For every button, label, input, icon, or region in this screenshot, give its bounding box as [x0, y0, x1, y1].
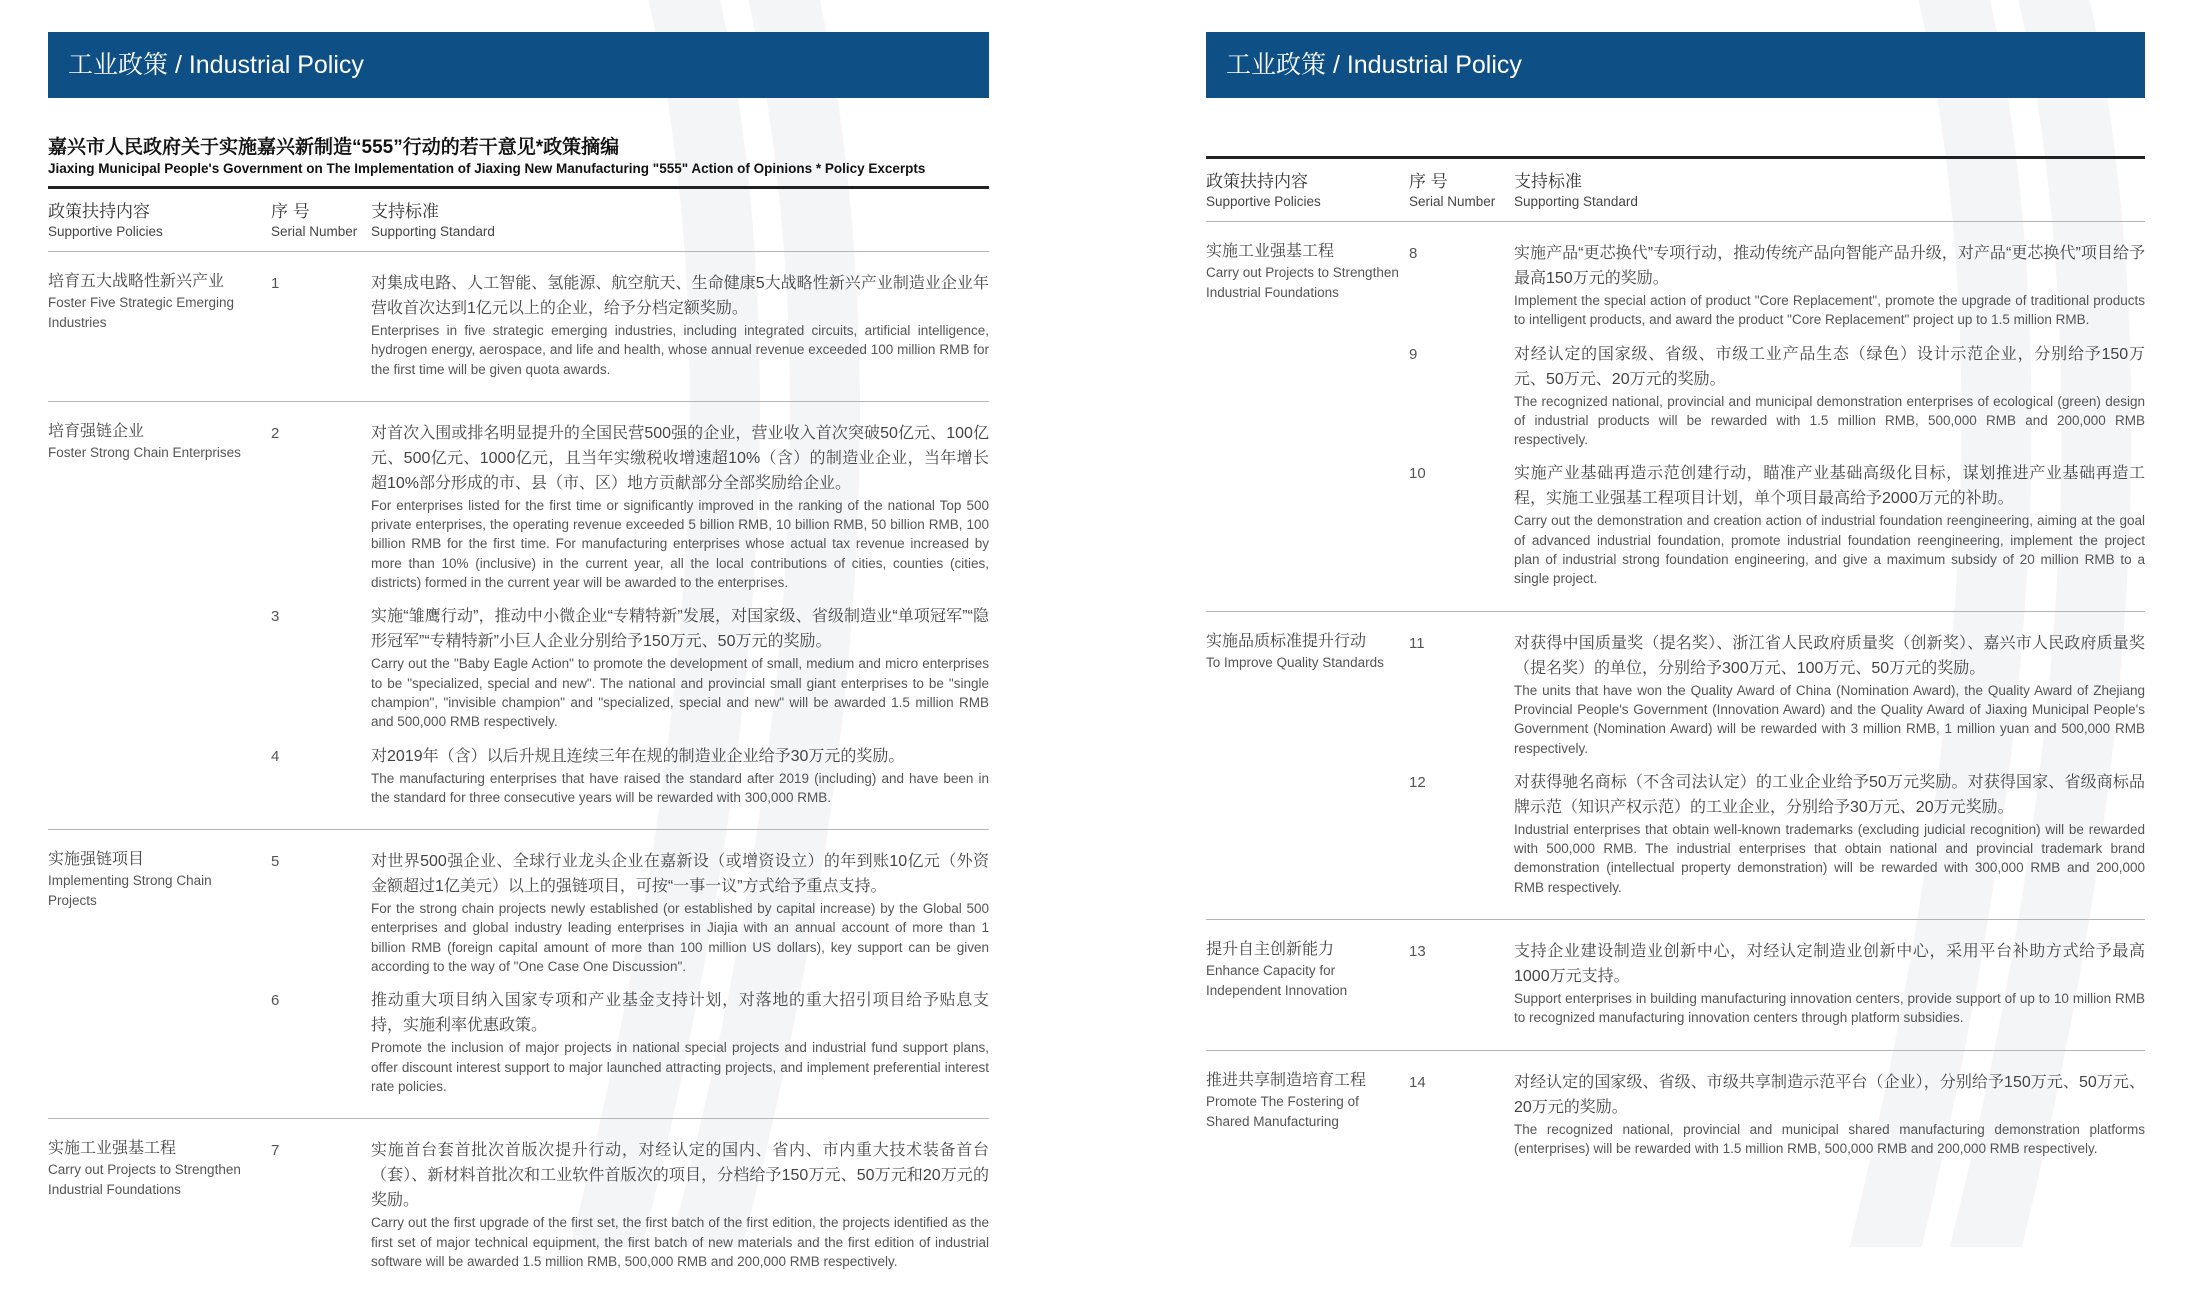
policy-name-en: To Improve Quality Standards	[1206, 654, 1384, 670]
standard-text-zh: 支持企业建设制造业创新中心，对经认定制造业创新中心，采用平台补助方式给予最高1000万元支持。	[1514, 943, 2145, 986]
document-subtitle: Jiaxing Municipal People's Government on The Implementation of Jiaxing New Manufacturing "555" Action of Opinions * Policy Excerpts	[48, 161, 926, 176]
serial-header-en: Serial Number	[271, 224, 358, 239]
supporting-standard	[371, 604, 989, 731]
page-banner: 工业政策 / Industrial Policy	[1206, 32, 2145, 98]
policy-cell	[1206, 939, 1409, 1040]
supporting-standard	[371, 849, 989, 976]
policy-name-en: Carry out Projects to Strengthen Industrial Foundations	[1206, 265, 1399, 300]
policy-column-header	[1206, 171, 1409, 221]
standard-text-zh: 对获得中国质量奖（提名奖）、浙江省人民政府质量奖（创新奖）、嘉兴市人民政府质量奖（提名奖）的单位，分别给予300万元、100万元、50万元的奖励。	[1514, 634, 2145, 677]
policy-name-zh: 实施工业强基工程	[1206, 243, 1335, 260]
policy-name-zh: 培育五大战略性新兴产业	[48, 273, 225, 290]
document-title: 嘉兴市人民政府关于实施嘉兴新制造“555”行动的若干意见*政策摘编	[48, 137, 620, 158]
policy-group	[1206, 920, 2145, 1051]
serial-header-zh: 序 号	[271, 202, 310, 221]
serial-number: 4	[271, 747, 280, 765]
policy-name-zh: 培育强链企业	[48, 422, 145, 440]
policy-group	[1206, 222, 2145, 612]
standard-header-zh: 支持标准	[1514, 172, 1582, 191]
standard-text-zh: 对2019年（含）以后升规且连续三年在规的制造业企业给予30万元的奖励。	[371, 747, 905, 765]
serial-column-header	[271, 201, 371, 251]
serial-header-en: Serial Number	[1409, 194, 1496, 209]
policy-item	[271, 744, 989, 808]
policy-item	[271, 1138, 989, 1271]
page-banner: 工业政策 / Industrial Policy	[48, 32, 989, 98]
serial-number: 12	[1409, 773, 1426, 791]
policy-items	[1409, 241, 2145, 601]
standard-text-zh: 对经认定的国家级、省级、市级共享制造示范平台（企业），分别给予150万元、50万元、20万元的奖励。	[1514, 1073, 2145, 1116]
policy-item	[1409, 631, 2145, 758]
policy-name-zh: 实施工业强基工程	[48, 1140, 177, 1158]
standard-header-zh: 支持标准	[371, 202, 439, 221]
policy-group	[48, 830, 989, 1119]
supporting-standard	[371, 271, 989, 379]
policy-cell	[1206, 241, 1409, 601]
policy-items	[1409, 939, 2145, 1040]
policy-cell	[48, 271, 271, 391]
policy-items	[271, 849, 989, 1108]
serial-number: 11	[1409, 634, 1425, 652]
standard-text-en: Carry out the "Baby Eagle Action" to promote the development of small, medium and micro enterprises to be "specialized, special and new". The national and provincial small giant enterprises to be "single champion", "invisible champion" and "specialized, special and new" will be awarded 1.5 million RMB and 500,000 RMB respectively.	[371, 656, 989, 730]
policy-name-en: Implementing Strong Chain Projects	[48, 873, 212, 909]
policy-name-en: Promote The Fostering of Shared Manufacturing	[1206, 1093, 1359, 1129]
policy-header-en: Supportive Policies	[48, 224, 163, 239]
right-page	[1206, 32, 2145, 1180]
policy-item	[1409, 939, 2145, 1028]
policy-item	[1409, 342, 2145, 450]
policy-item	[271, 604, 989, 731]
policy-group	[48, 1119, 989, 1293]
supporting-standard	[1514, 939, 2145, 1028]
standard-text-en: Carry out the first upgrade of the first set, the first batch of the first edition, the projects identified as the first set of major technical equipment, the first batch of new materials and the first edition of industrial software will be awarded 1.5 million RMB, 500,000 RMB and 200,000 RMB respectively.	[371, 1215, 989, 1269]
policy-cell	[1206, 631, 1409, 909]
standard-text-zh: 对经认定的国家级、省级、市级工业产品生态（绿色）设计示范企业，分别给予150万元、50万元、20万元的奖励。	[1514, 345, 2145, 388]
serial-column-header	[1409, 171, 1514, 221]
supporting-standard	[1514, 461, 2145, 588]
supporting-standard	[371, 988, 989, 1096]
serial-number: 2	[271, 424, 280, 442]
supporting-standard	[1514, 1070, 2145, 1159]
header-divider	[1206, 156, 2145, 159]
serial-number: 6	[271, 992, 280, 1010]
standard-header-en: Supporting Standard	[1514, 194, 1638, 209]
policy-name-en: Enhance Capacity for Independent Innovation	[1206, 963, 1348, 999]
column-header	[48, 201, 989, 251]
standard-header-en: Supporting Standard	[371, 224, 495, 239]
serial-number: 14	[1409, 1073, 1426, 1091]
serial-number: 5	[271, 853, 280, 871]
standard-text-zh: 对首次入围或排名明显提升的全国民营500强的企业，营业收入首次突破50亿元、100亿元、500亿元、1000亿元，且当年实缴税收增速超10%（含）的制造业企业，当年增长超10%部分形成的市、县（市、区）地方贡献部分全部奖励给企业。	[371, 424, 989, 492]
standard-column-header	[371, 201, 989, 251]
policy-cell	[48, 849, 271, 1108]
standard-text-en: The units that have won the Quality Award of China (Nomination Award), the Quality Award of Zhejiang Provincial People's Government (Innovation Award) and the Quality Award of Jiaxing Municipal People's Government (Nomination Award) will be rewarded with 3 million RMB, 1 million yuan and 500,000 RMB respectively.	[1514, 682, 2145, 756]
serial-number: 1	[271, 275, 280, 292]
standard-text-en: Promote the inclusion of major projects in national special projects and industrial fund support plans, offer discount interest support to major launched attracting projects, and implement preferential interest rate policies.	[371, 1040, 989, 1094]
supporting-standard	[1514, 342, 2145, 450]
policy-name-zh: 提升自主创新能力	[1206, 941, 1335, 959]
supporting-standard	[371, 421, 989, 592]
standard-text-en: Enterprises in five strategic emerging industries, including integrated circuits, artificial intelligence, hydrogen energy, aerospace, and life and health, whose annual revenue exceeded 100 million RMB for the first time will be given quota awards.	[371, 323, 989, 377]
serial-number: 13	[1409, 943, 1426, 961]
standard-text-en: Implement the special action of product "Core Replacement", promote the upgrade of traditional products to intelligent products, and award the product "Core Replacement" project up to 1.5 million RMB.	[1514, 293, 2145, 328]
policy-cell	[48, 421, 271, 819]
policy-name-zh: 实施强链项目	[48, 851, 145, 869]
supporting-standard	[1514, 241, 2145, 330]
supporting-standard	[371, 1138, 989, 1271]
serial-number: 9	[1409, 345, 1418, 363]
serial-number: 3	[271, 608, 280, 626]
policy-column-header	[48, 201, 271, 251]
standard-text-zh: 实施首台套首批次首版次提升行动，对经认定的国内、省内、市内重大技术装备首台（套）、新材料首批次和工业软件首版次的项目，分档给予150万元、50万元和20万元的奖励。	[371, 1142, 989, 1210]
standard-text-zh: 对集成电路、人工智能、氢能源、航空航天、生命健康5大战略性新兴产业制造业企业年营收首次达到1亿元以上的企业，给予分档定额奖励。	[371, 275, 989, 317]
policy-header-zh: 政策扶持内容	[1206, 172, 1308, 191]
policy-item	[271, 421, 989, 592]
serial-number: 10	[1409, 465, 1426, 483]
policy-name-zh: 推进共享制造培育工程	[1206, 1071, 1367, 1089]
standard-text-en: For the strong chain projects newly established (or established by capital increase) by the Global 500 enterprises and global industry leading enterprises in Jiajia with an annual account of more than 1 billion RMB (foreign capital amount of more than 100 million US dollars), key support can be given according to the way of "One Case One Discussion".	[371, 901, 989, 975]
standard-text-en: The recognized national, provincial and municipal demonstration enterprises of ecological (green) design of industrial products will be rewarded with 1.5 million RMB, 500,000 RMB and 200,000 RMB respectively.	[1514, 393, 2145, 448]
policy-item	[271, 271, 989, 379]
policy-item	[271, 988, 989, 1096]
policy-items	[271, 421, 989, 819]
standard-text-zh: 对获得驰名商标（不含司法认定）的工业企业给予50万元奖励。对获得国家、省级商标品牌示范（知识产权示范）的工业企业，分别给予30万元、20万元奖励。	[1514, 773, 2145, 816]
policy-items	[271, 1138, 989, 1283]
policy-name-en: Foster Strong Chain Enterprises	[48, 444, 241, 460]
standard-column-header	[1514, 171, 2145, 221]
header-divider	[48, 186, 989, 189]
serial-number: 8	[1409, 245, 1418, 262]
policy-group	[1206, 1051, 2145, 1181]
standard-text-en: The manufacturing enterprises that have raised the standard after 2019 (including) and have been in the standard for three consecutive years will be rewarded with 300,000 RMB.	[371, 770, 989, 805]
standard-text-zh: 推动重大项目纳入国家专项和产业基金支持计划，对落地的重大招引项目给予贴息支持，实施利率优惠政策。	[371, 992, 989, 1035]
policy-cell	[1206, 1070, 1409, 1171]
policy-name-en: Carry out Projects to Strengthen Industrial Foundations	[48, 1162, 241, 1198]
policy-item	[1409, 461, 2145, 588]
policy-name-zh: 实施品质标准提升行动	[1206, 632, 1367, 650]
standard-text-zh: 实施产业基础再造示范创建行动，瞄准产业基础高级化目标，谋划推进产业基础再造工程，实施工业强基工程项目计划，单个项目最高给予2000万元的补助。	[1514, 465, 2145, 508]
supporting-standard	[1514, 770, 2145, 897]
serial-number: 7	[271, 1142, 280, 1160]
policy-items	[1409, 1070, 2145, 1171]
policy-group	[1206, 612, 2145, 920]
supporting-standard	[1514, 631, 2145, 758]
standard-text-en: For enterprises listed for the first time or significantly improved in the ranking of the national Top 500 private enterprises, the operating revenue exceeded 5 billion RMB, 10 billion RMB, 50 billion RMB, 100 billion RMB for the first time. For manufacturing enterprises whose actual tax revenue increased by more than 10% (inclusive) in the current year, all the local contributions of cities, counties (cities, districts) formed in the current year will be awarded to the enterprises.	[371, 497, 989, 591]
standard-text-en: Carry out the demonstration and creation action of industrial foundation reengineering, aiming at the goal of advanced industrial foundation, promote industrial foundation reengineering, implement the project plan of industrial strong foundation engineering, and give a maximum subsidy of 20 million RMB to a single project.	[1514, 513, 2145, 587]
standard-text-en: The recognized national, provincial and municipal shared manufacturing demonstration platforms (enterprises) will be rewarded with 1.5 million RMB, 500,000 RMB and 200,000 RMB respectively.	[1514, 1121, 2145, 1156]
standard-text-zh: 实施“雏鹰行动”，推动中小微企业“专精特新”发展，对国家级、省级制造业“单项冠军”“隐形冠军”“专精特新”小巨人企业分别给予150万元、50万元的奖励。	[371, 608, 989, 651]
policy-cell	[48, 1138, 271, 1283]
policy-name-en: Foster Five Strategic Emerging Industries	[48, 295, 235, 330]
policy-items	[271, 271, 989, 391]
column-header	[1206, 171, 2145, 221]
standard-text-en: Industrial enterprises that obtain well-known trademarks (excluding judicial recognition) will be rewarded with 500,000 RMB. The industrial enterprises that obtain national and provincial trademark brand demonstration (intellectual property demonstration) will be rewarded with 300,000 RMB and 200,000 RMB respectively.	[1514, 821, 2145, 895]
standard-text-en: Support enterprises in building manufacturing innovation centers, provide support of up to 10 million RMB to recognized manufacturing innovation centers through platform subsidies.	[1514, 991, 2145, 1026]
document-heading	[48, 136, 989, 176]
standard-text-zh: 实施产品“更芯换代”专项行动，推动传统产品向智能产品升级，对产品“更芯换代”项目给予最高150万元的奖励。	[1514, 245, 2145, 287]
policy-item	[1409, 770, 2145, 897]
policy-group	[48, 252, 989, 402]
policy-item	[1409, 1070, 2145, 1159]
policy-items	[1409, 631, 2145, 909]
policy-header-zh: 政策扶持内容	[48, 202, 150, 221]
policy-item	[1409, 241, 2145, 330]
left-page	[48, 32, 989, 1293]
serial-header-zh: 序 号	[1409, 172, 1448, 191]
policy-group	[48, 402, 989, 830]
standard-text-zh: 对世界500强企业、全球行业龙头企业在嘉新设（或增资设立）的年到账10亿元（外资金额超过1亿美元）以上的强链项目，可按“一事一议”方式给予重点支持。	[371, 853, 989, 896]
supporting-standard	[371, 744, 989, 808]
policy-item	[271, 849, 989, 976]
policy-header-en: Supportive Policies	[1206, 194, 1321, 209]
